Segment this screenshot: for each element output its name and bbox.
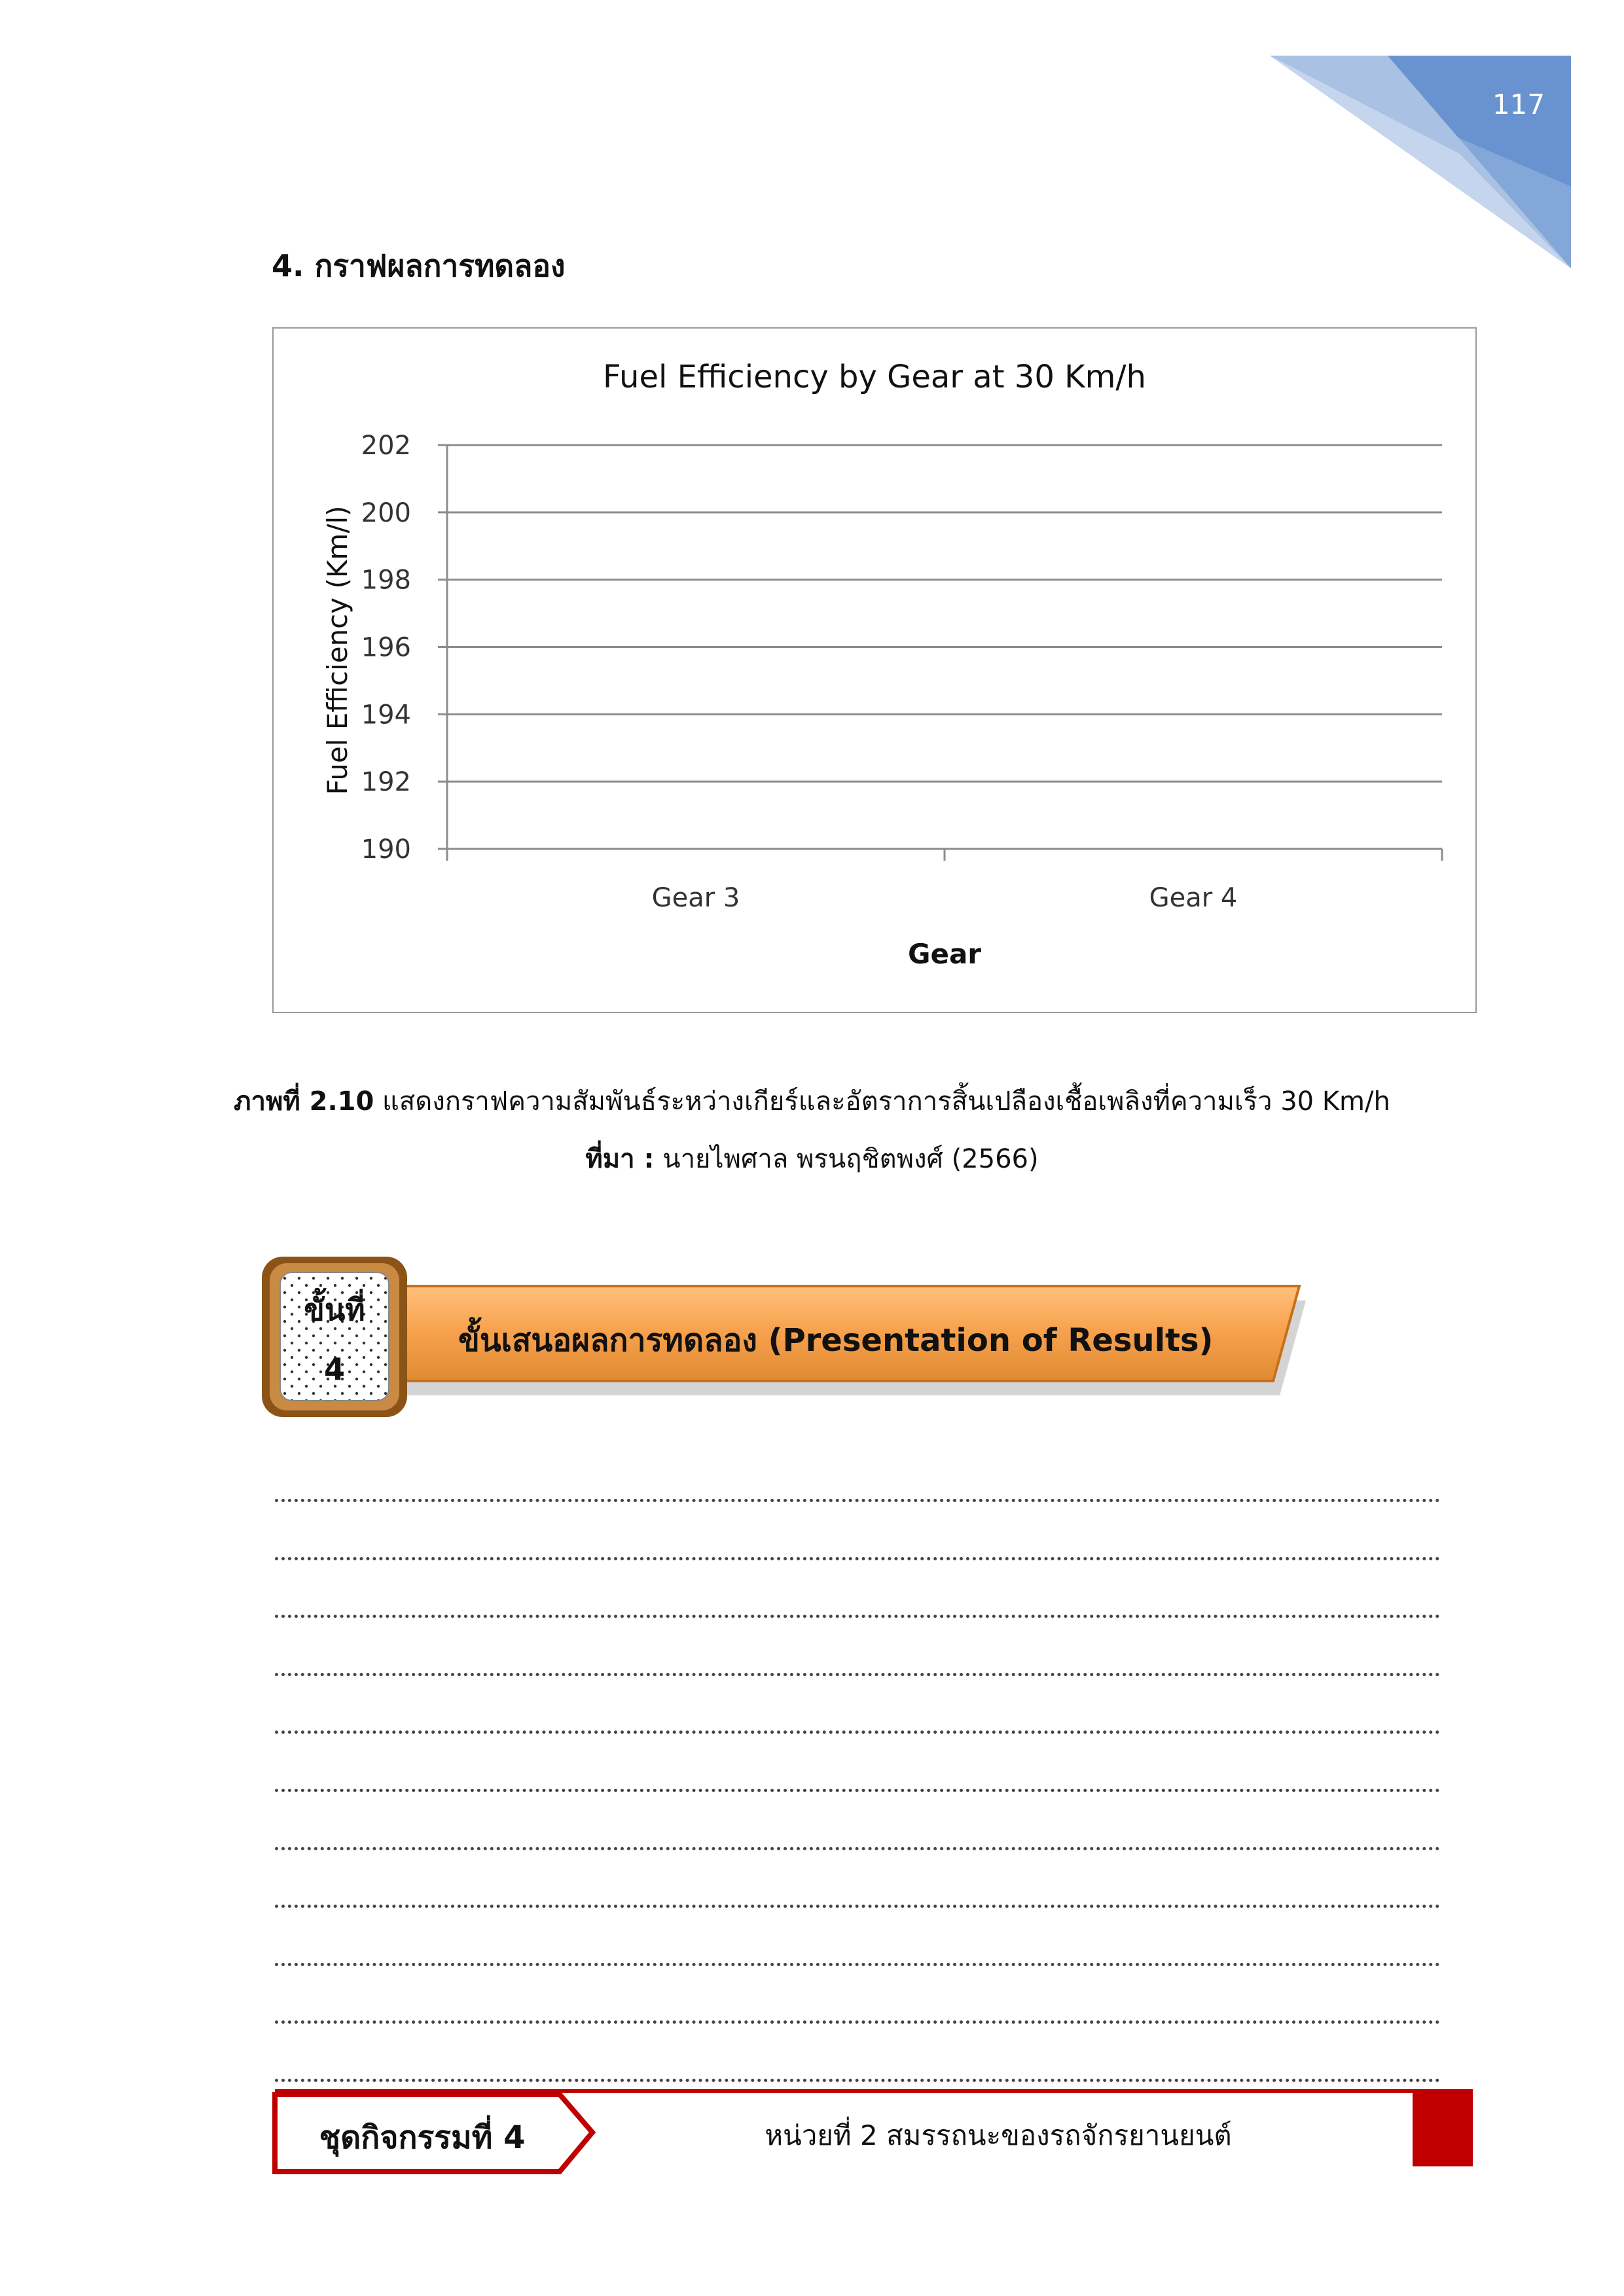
x-axis-title: Gear [907,938,982,970]
y-tick-label: 202 [361,431,411,461]
y-tick-label: 192 [361,767,411,798]
step-title: ขั้นเสนอผลการทดลอง (Presentation of Results) [458,1322,1214,1359]
unit-label: หน่วยที่ 2 สมรรถนะของรถจักรยานยนต์ [765,2119,1232,2151]
figure-text: แสดงกราฟความสัมพันธ์ระหว่างเกียร์และอัตราการสิ้นเปลืองเชื้อเพลิงที่ความเร็ว 30 Km/h [374,1086,1390,1117]
section-heading: 4. กราฟผลการทดลอง [272,248,566,283]
y-tick-label: 194 [361,700,411,730]
y-tick-label: 200 [361,497,411,528]
x-tick-label: Gear 3 [651,883,740,913]
y-tick-label: 190 [361,834,411,865]
activity-set-label: ชุดกิจกรรมที่ 4 [319,2119,526,2156]
chart-title: Fuel Efficiency by Gear at 30 Km/h [603,359,1146,395]
y-tick-label: 196 [361,632,411,663]
source-label: ที่มา : [585,1144,655,1174]
source-text: นายไพศาล พรนฤชิตพงศ์ (2566) [654,1144,1039,1174]
figure-label: ภาพที่ 2.10 [234,1086,374,1117]
y-tick-label: 198 [361,565,411,596]
x-tick-label: Gear 4 [1149,883,1238,913]
page-number: 117 [1492,88,1545,120]
step-number: 4 [323,1352,345,1387]
step-label: ขั้นที่ [304,1292,365,1327]
y-axis-title: Fuel Efficiency (Km/l) [321,505,353,795]
